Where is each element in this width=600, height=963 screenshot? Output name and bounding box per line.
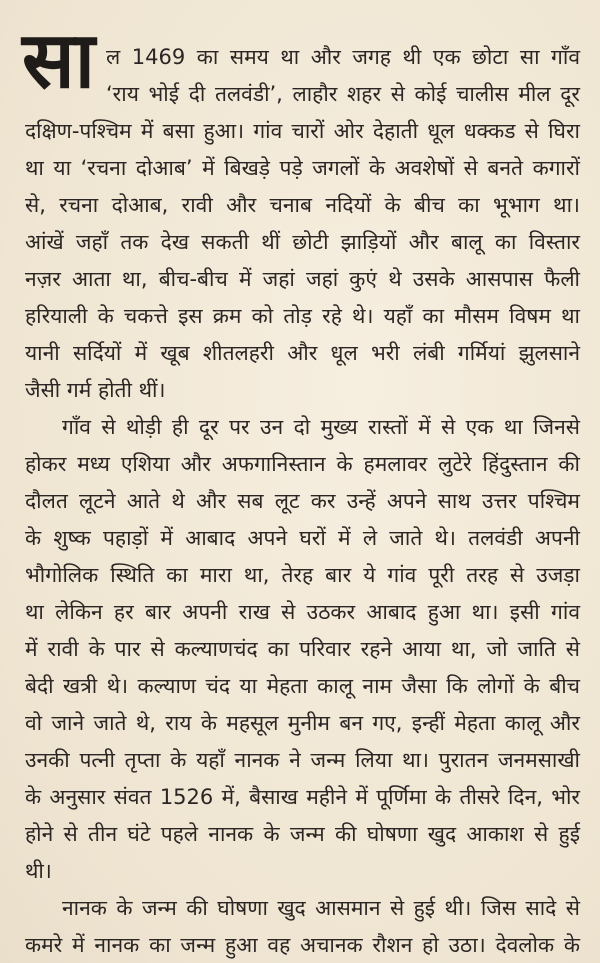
text-line: बेदी खत्री थे। कल्याण चंद या मेहता कालू नाम जैसा कि लोगों के बीच xyxy=(25,674,580,698)
text-line: दक्षिण-पश्चिम में बसा हुआ। गांव चारों ओर देहाती धूल धक्कड से घिरा xyxy=(25,119,580,143)
text-line: के अनुसार संवत 1526 में, बैसाख महीने में पूर्णिमा के तीसरे दिन, भोर xyxy=(25,785,580,809)
text-line: था लेकिन हर बार अपनी राख से उठकर आबाद हुआ था। इसी गांव xyxy=(25,600,580,624)
text-line: होने से तीन घंटे पहले नानक के जन्म की घोषणा खुद आकाश से हुई xyxy=(25,822,580,846)
text-line: कमरे में नानक का जन्म हुआ वह अचानक रौशन हो उठा। देवलोक के xyxy=(25,933,580,957)
text-line: उनकी पत्नी तृप्ता के यहाँ नानक ने जन्म लिया था। पुरातन जनमसाखी xyxy=(25,748,580,772)
text-line: दौलत लूटने आते थे और सब लूट कर उन्हें अपने साथ उत्तर पश्चिम xyxy=(25,489,580,513)
text-line: यानी सर्दियों में खूब शीतलहरी और धूल भरी लंबी गर्मियां झुलसाने xyxy=(25,341,580,365)
text-line: में रावी के पार से कल्याणचंद का परिवार रहने आया था, जो जाति से xyxy=(25,637,580,661)
text-line: ल 1469 का समय था और जगह थी एक छोटा सा गाँव xyxy=(106,45,580,69)
text-line: भौगोलिक स्थिति का मारा था, तेरह बार ये गांव पूरी तरह से उजड़ा xyxy=(25,563,580,587)
text-line: नज़र आता था, बीच-बीच में जहां जहां कुएं थे उसके आसपास फैली xyxy=(25,267,580,291)
text-line: आंखें जहाँ तक देख सकती थीं छोटी झाड़ियों और बालू का विस्तार xyxy=(25,230,580,254)
text-line: थी। xyxy=(25,859,52,883)
text-line: होकर मध्य एशिया और अफगानिस्तान के हमलावर लुटेरे हिंदुस्तान की xyxy=(25,452,580,476)
text-line: था या ‘रचना दोआब’ में बिखड़े पड़े जगलों के अवशेषों से बनते कगारों xyxy=(25,156,580,180)
text-line: हरियाली के चकत्ते इस क्रम को तोड़ रहे थे। यहाँ का मौसम विषम था xyxy=(25,304,580,328)
text-line: वो जाने जाते थे, राय के महसूल मुनीम बन गए, इन्हीं मेहता कालू और xyxy=(25,711,580,735)
text-line: से, रचना दोआब, रावी और चनाब नदियों के बीच का भूभाग था। xyxy=(25,193,580,217)
text-line: के शुष्क पहाड़ों में आबाद अपने घरों में ले जाते थे। तलवंडी अपनी xyxy=(25,526,580,550)
text-line: गाँव से थोड़ी ही दूर पर उन दो मुख्य रास्तों में से एक था जिनसे xyxy=(62,415,580,439)
drop-cap: सा xyxy=(22,16,95,106)
text-line: जैसी गर्म होती थीं। xyxy=(25,378,166,402)
text-line: ‘राय भोई दी तलवंडी’, लाहौर शहर से कोई चालीस मील दूर xyxy=(106,82,580,106)
text-line: नानक के जन्म की घोषणा खुद आसमान से हुई थी। जिस सादे से xyxy=(62,896,580,920)
